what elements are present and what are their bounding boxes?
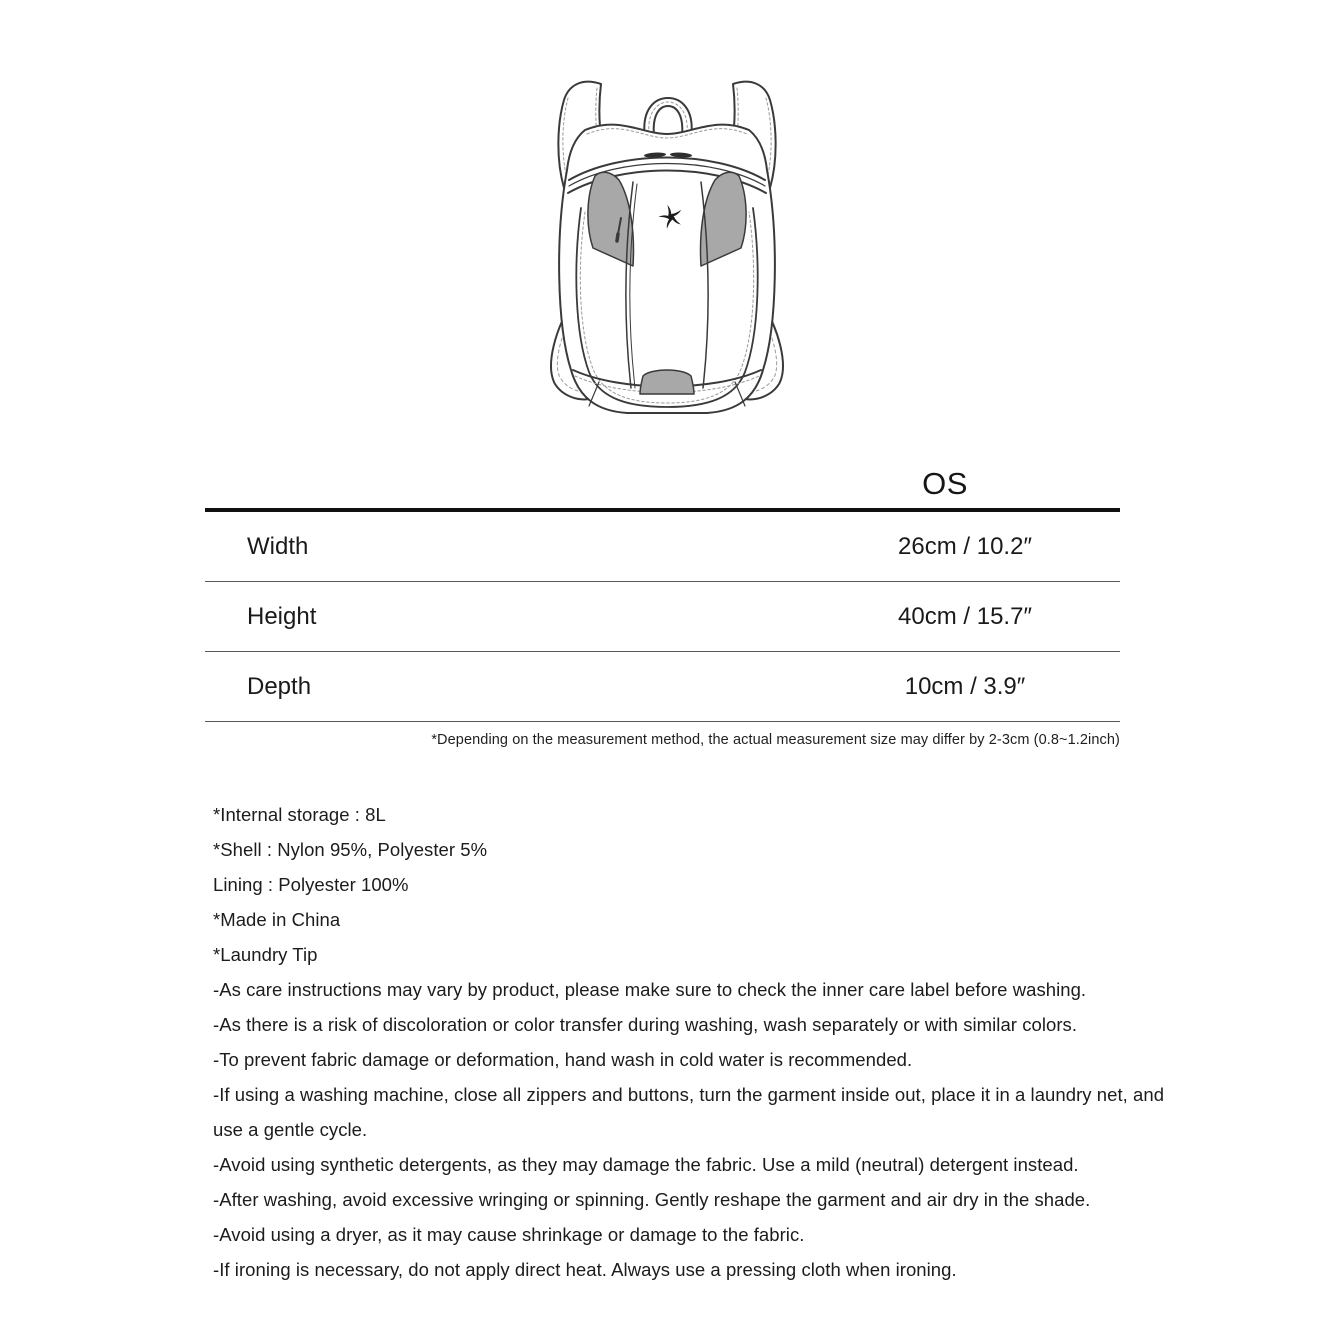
size-row-label: Depth xyxy=(247,672,312,700)
product-info-line: -After washing, avoid excessive wringing or spinning. Gently reshape the garment and air dry in the shade. xyxy=(213,1189,1091,1210)
product-info-line: *Made in China xyxy=(213,909,341,930)
size-table-row xyxy=(205,652,1120,722)
measurement-note: *Depending on the measurement method, the actual measurement size may differ by 2-3cm (0.8~1.2inch) xyxy=(431,732,1120,748)
product-info-line: -Avoid using a dryer, as it may cause shrinkage or damage to the fabric. xyxy=(213,1224,805,1245)
product-info-line: -To prevent fabric damage or deformation, hand wash in cold water is recommended. xyxy=(213,1049,913,1070)
product-info-line: -Avoid using synthetic detergents, as they may damage the fabric. Use a mild (neutral) detergent instead. xyxy=(213,1154,1079,1175)
product-info-line: -If ironing is necessary, do not apply direct heat. Always use a pressing cloth when ironing. xyxy=(213,1259,957,1280)
product-info-line: *Laundry Tip xyxy=(213,944,318,965)
size-row-label: Width xyxy=(247,532,309,560)
product-info-line: -If using a washing machine, close all zippers and buttons, turn the garment inside out, place it in a laundry net, and use a gentle cycle. xyxy=(213,1084,1165,1140)
size-table xyxy=(205,452,1120,748)
product-info-line: -As care instructions may vary by product, please make sure to check the inner care label before washing. xyxy=(213,979,1087,1000)
size-table-row xyxy=(205,512,1120,582)
size-table-header xyxy=(205,452,1120,508)
size-row-value: 40cm / 15.7″ xyxy=(898,602,1032,630)
product-info-line: *Internal storage : 8L xyxy=(213,804,386,825)
size-row-value: 26cm / 10.2″ xyxy=(898,532,1032,560)
size-column-header: OS xyxy=(922,466,968,501)
size-table-row xyxy=(205,582,1120,652)
size-row-label: Height xyxy=(247,602,317,630)
size-row-value: 10cm / 3.9″ xyxy=(904,672,1026,700)
product-info-line: Lining : Polyester 100% xyxy=(213,874,409,895)
product-info-line: *Shell : Nylon 95%, Polyester 5% xyxy=(213,839,488,860)
backpack-line-drawing xyxy=(541,76,793,428)
product-info-line: -As there is a risk of discoloration or color transfer during washing, wash separately or with similar colors. xyxy=(213,1014,1078,1035)
bottom-patch xyxy=(640,370,694,394)
size-table-rows xyxy=(205,512,1120,722)
product-info xyxy=(213,797,1165,1287)
